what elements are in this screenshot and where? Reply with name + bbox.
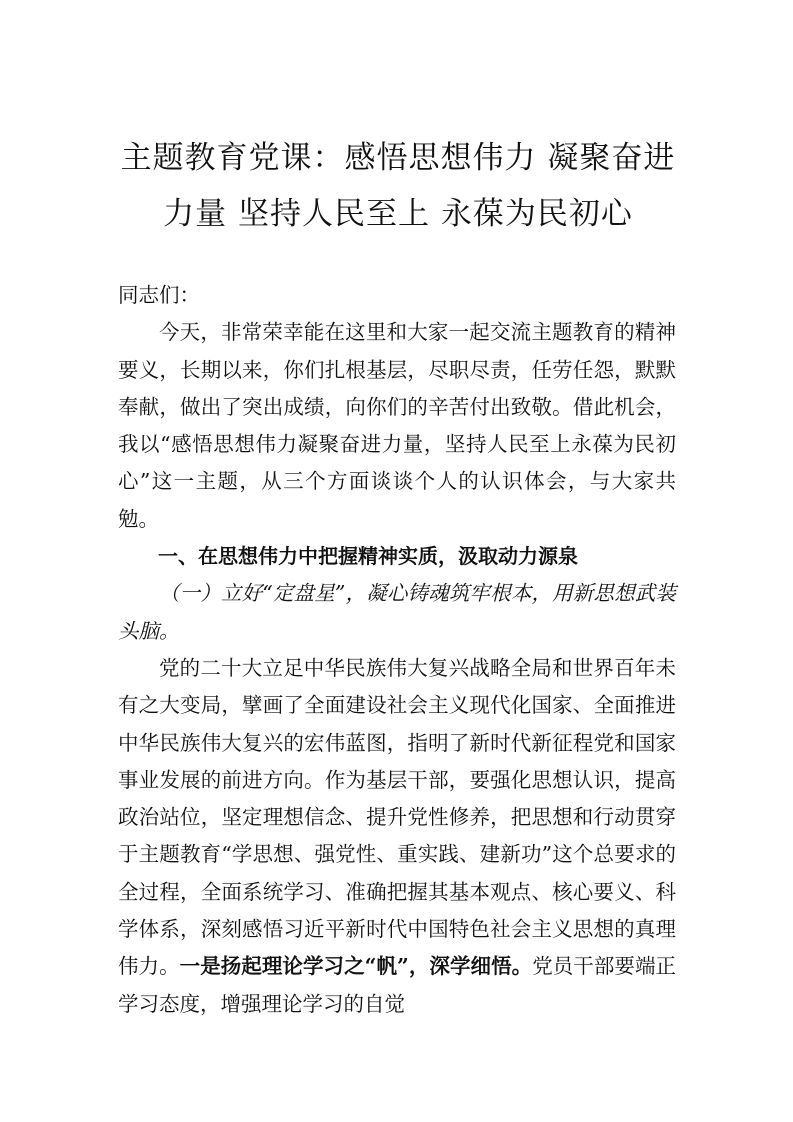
document-title: 主题教育党课：感悟思想伟力 凝聚奋进力量 坚持人民至上 永葆为民初心 [120, 140, 676, 232]
document-body [118, 277, 676, 1023]
intro-paragraph: 今天，非常荣幸能在这里和大家一起交流主题教育的精神要义，长期以来，你们扎根基层，尽职尽责，任劳任怨，默默奉献，做出了突出成绩，向你们的辛苦付出致敬。借此机会，我以“感悟思想伟力凝聚奋进力量，坚持人民至上永葆为民初心”这一主题，从三个方面谈谈个人的认识体会，与大家共勉。 [118, 320, 676, 531]
main-paragraph [118, 650, 676, 1023]
main-paragraph-bold: 一是扬起理论学习之“帆”，深学细悟。 [179, 954, 533, 979]
subsection-heading-1: （一）立好“定盘星”，凝心铸魂筑牢根本，用新思想武装头脑。 [118, 581, 676, 643]
main-paragraph-tail: 党员干部要端正学习态度，增强理论学习的自觉 [118, 954, 676, 1016]
main-paragraph-text: 党的二十大立足中华民族伟大复兴战略全局和世界百年未有之大变局，擘画了全面建设社会主义现代化国家、全面推进中华民族伟大复兴的宏伟蓝图，指明了新时代新征程党和国家事业发展的前进方向。作为基层干部，要强化思想认识，提高政治站位，坚定理想信念、提升党性修养，把思想和行动贯穿于主题教育“学思想、强党性、重实践、建新功”这个总要求的全过程，全面系统学习、准确把握其基本观点、核心要义、科学体系，深刻感悟习近平新时代中国特色社会主义思想的真理伟力。 [118, 655, 676, 979]
salutation: 同志们： [118, 283, 200, 307]
section-heading-1: 一、在思想伟力中把握精神实质，汲取动力源泉 [158, 544, 578, 569]
